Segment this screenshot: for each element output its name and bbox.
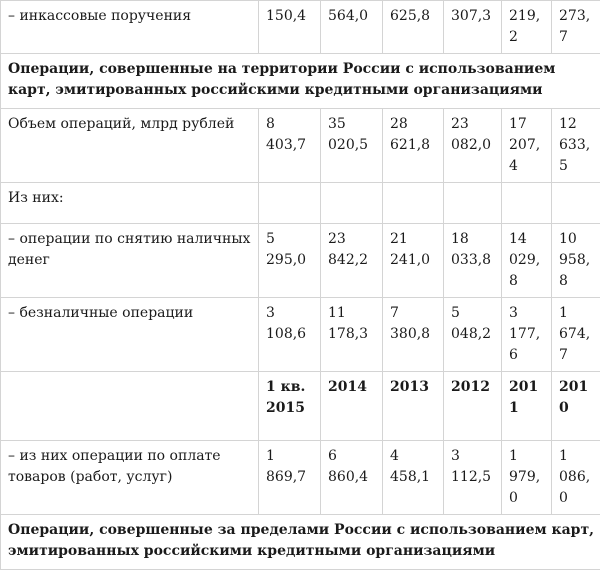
table-row-noncash: [1, 298, 600, 372]
cell-value: 273,7: [552, 1, 600, 54]
cell-value: 564,0: [321, 1, 383, 54]
cell-empty: [321, 183, 383, 224]
row-label: Объем операций, млрд рублей: [1, 109, 259, 183]
cell-value: 6 860,4: [321, 441, 383, 515]
row-label: – инкассовые поручения: [1, 1, 259, 54]
section-header-abroad: [1, 515, 600, 570]
cell-value: 14 029,8: [502, 224, 552, 298]
cell-value: 3 177,6: [502, 298, 552, 372]
cell-empty: [259, 183, 321, 224]
row-label: – безналичные операции: [1, 298, 259, 372]
cell-value: 7 380,8: [383, 298, 444, 372]
table-row-volume: [1, 109, 600, 183]
cell-value: 219,2: [502, 1, 552, 54]
cell-empty: [552, 183, 600, 224]
table-row-cash: [1, 224, 600, 298]
year-header: 2011: [502, 372, 552, 441]
table-row-payments: [1, 441, 600, 515]
cell-value: 3 108,6: [259, 298, 321, 372]
year-header: 2012: [444, 372, 502, 441]
section-header-russia: [1, 54, 600, 109]
cell-value: 8 403,7: [259, 109, 321, 183]
cell-value: 5 295,0: [259, 224, 321, 298]
cell-value: 28 621,8: [383, 109, 444, 183]
cell-value: 150,4: [259, 1, 321, 54]
cell-value: 18 033,8: [444, 224, 502, 298]
cell-value: 3 112,5: [444, 441, 502, 515]
cell-value: 307,3: [444, 1, 502, 54]
cell-value: 10 958,8: [552, 224, 600, 298]
cell-value: 625,8: [383, 1, 444, 54]
section-title: Операции, совершенные за пределами России с использованием карт, эмитированных российскими кредитными организациями: [1, 515, 600, 570]
cell-empty: [1, 372, 259, 441]
cell-value: 11 178,3: [321, 298, 383, 372]
section-title: Операции, совершенные на территории России с использованием карт, эмитированных российскими кредитными организациями: [1, 54, 600, 109]
cell-empty: [502, 183, 552, 224]
year-header-row: [1, 372, 600, 441]
cell-value: 17 207,4: [502, 109, 552, 183]
year-header: 2014: [321, 372, 383, 441]
cell-value: 4 458,1: [383, 441, 444, 515]
row-label: – операции по снятию наличных денег: [1, 224, 259, 298]
table-row-of-which: [1, 183, 600, 224]
cell-value: 23 082,0: [444, 109, 502, 183]
row-label: Из них:: [1, 183, 259, 224]
cell-empty: [444, 183, 502, 224]
cell-value: 12 633,5: [552, 109, 600, 183]
cell-value: 23 842,2: [321, 224, 383, 298]
cell-value: 1 086,0: [552, 441, 600, 515]
year-header: 1 кв. 2015: [259, 372, 321, 441]
row-label: – из них операции по оплате товаров (работ, услуг): [1, 441, 259, 515]
cell-value: 35 020,5: [321, 109, 383, 183]
cell-value: 21 241,0: [383, 224, 444, 298]
year-header: 2013: [383, 372, 444, 441]
year-header: 2010: [552, 372, 600, 441]
table-row-inkass: [1, 1, 600, 54]
cell-value: 1 979,0: [502, 441, 552, 515]
cell-value: 5 048,2: [444, 298, 502, 372]
cell-value: 1 869,7: [259, 441, 321, 515]
cell-empty: [383, 183, 444, 224]
cell-value: 1 674,7: [552, 298, 600, 372]
